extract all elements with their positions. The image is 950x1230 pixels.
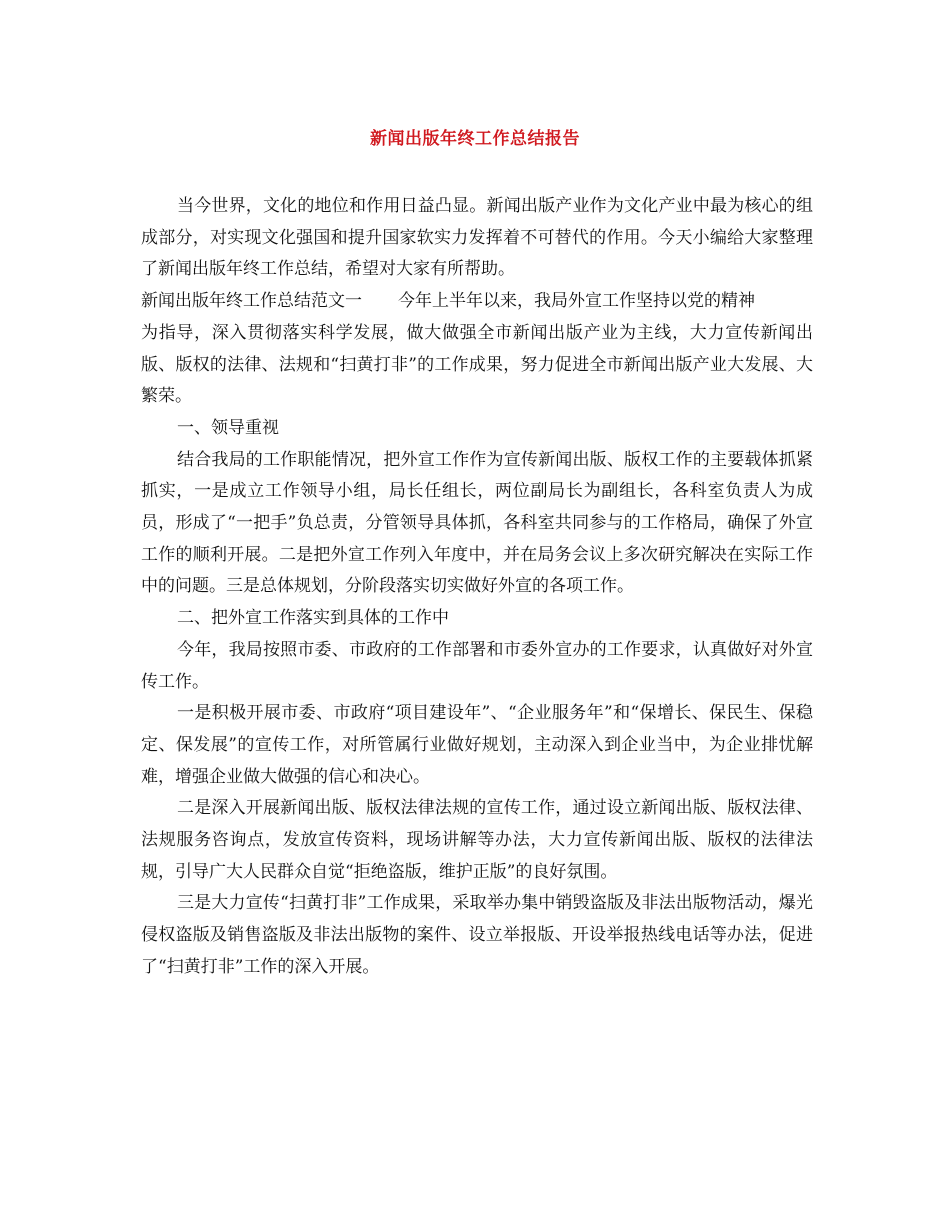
section-2-paragraph-3: 二是深入开展新闻出版、版权法律法规的宣传工作，通过设立新闻出版、版权法律、法规服务咨询点，发放宣传资料，现场讲解等办法，大力宣传新闻出版、版权的法律法规，引导广大人民群众自觉“拒绝盗版，维护正版”的良好氛围。 xyxy=(141,798,813,882)
sample-paragraph-continuation: 为指导，深入贯彻落实科学发展，做大做强全市新闻出版产业为主线，大力宣传新闻出版、版权的法律、法规和“扫黄打非”的工作成果，努力促进全市新闻出版产业大发展、大繁荣。 xyxy=(141,322,813,407)
sample-opening: 今年上半年以来，我局外宣工作坚持以党的精神 xyxy=(398,291,755,312)
sample-heading: 新闻出版年终工作总结范文一 xyxy=(141,291,362,312)
section-heading-2: 二、把外宣工作落实到具体的工作中 xyxy=(177,608,449,629)
section-1-paragraph: 结合我局的工作职能情况，把外宣工作作为宣传新闻出版、版权工作的主要载体抓紧抓实，一是成立工作领导小组，局长任组长，两位副局长为副组长，各科室负责人为成员，形成了“一把手”负总责，分管领导具体抓，各科室共同参与的工作格局，确保了外宣工作的顺利开展。二是把外宣工作列入年度中，并在局务会议上多次研究解决在实际工作中的问题。三是总体规划，分阶段落实切实做好外宣的各项工作。 xyxy=(141,449,813,597)
sample-heading-line xyxy=(141,286,813,318)
section-2-paragraph-4: 三是大力宣传“扫黄打非”工作成果，采取举办集中销毁盗版及非法出版物活动，爆光侵权盗版及销售盗版及非法出版物的案件、设立举报版、开设举报热线电话等办法，促进了“扫黄打非”工作的深入开展。 xyxy=(141,893,813,977)
document-body xyxy=(141,191,813,984)
section-2-paragraph-2: 一是积极开展市委、市政府“项目建设年”、“企业服务年”和“保增长、保民生、保稳定、保发展”的宣传工作，对所管属行业做好规划，主动深入到企业当中，为企业排忧解难，增强企业做大做强的信心和决心。 xyxy=(141,703,813,787)
section-heading-1: 一、领导重视 xyxy=(177,417,279,438)
document-title: 新闻出版年终工作总结报告 xyxy=(370,129,580,149)
section-2-paragraph-1: 今年，我局按照市委、市政府的工作部署和市委外宣办的工作要求，认真做好对外宣传工作。 xyxy=(141,639,813,692)
intro-paragraph: 当今世界，文化的地位和作用日益凸显。新闻出版产业作为文化产业中最为核心的组成部分，对实现文化强国和提升国家软实力发挥着不可替代的作用。今天小编给大家整理了新闻出版年终工作总结，希望对大家有所帮助。 xyxy=(141,196,813,280)
